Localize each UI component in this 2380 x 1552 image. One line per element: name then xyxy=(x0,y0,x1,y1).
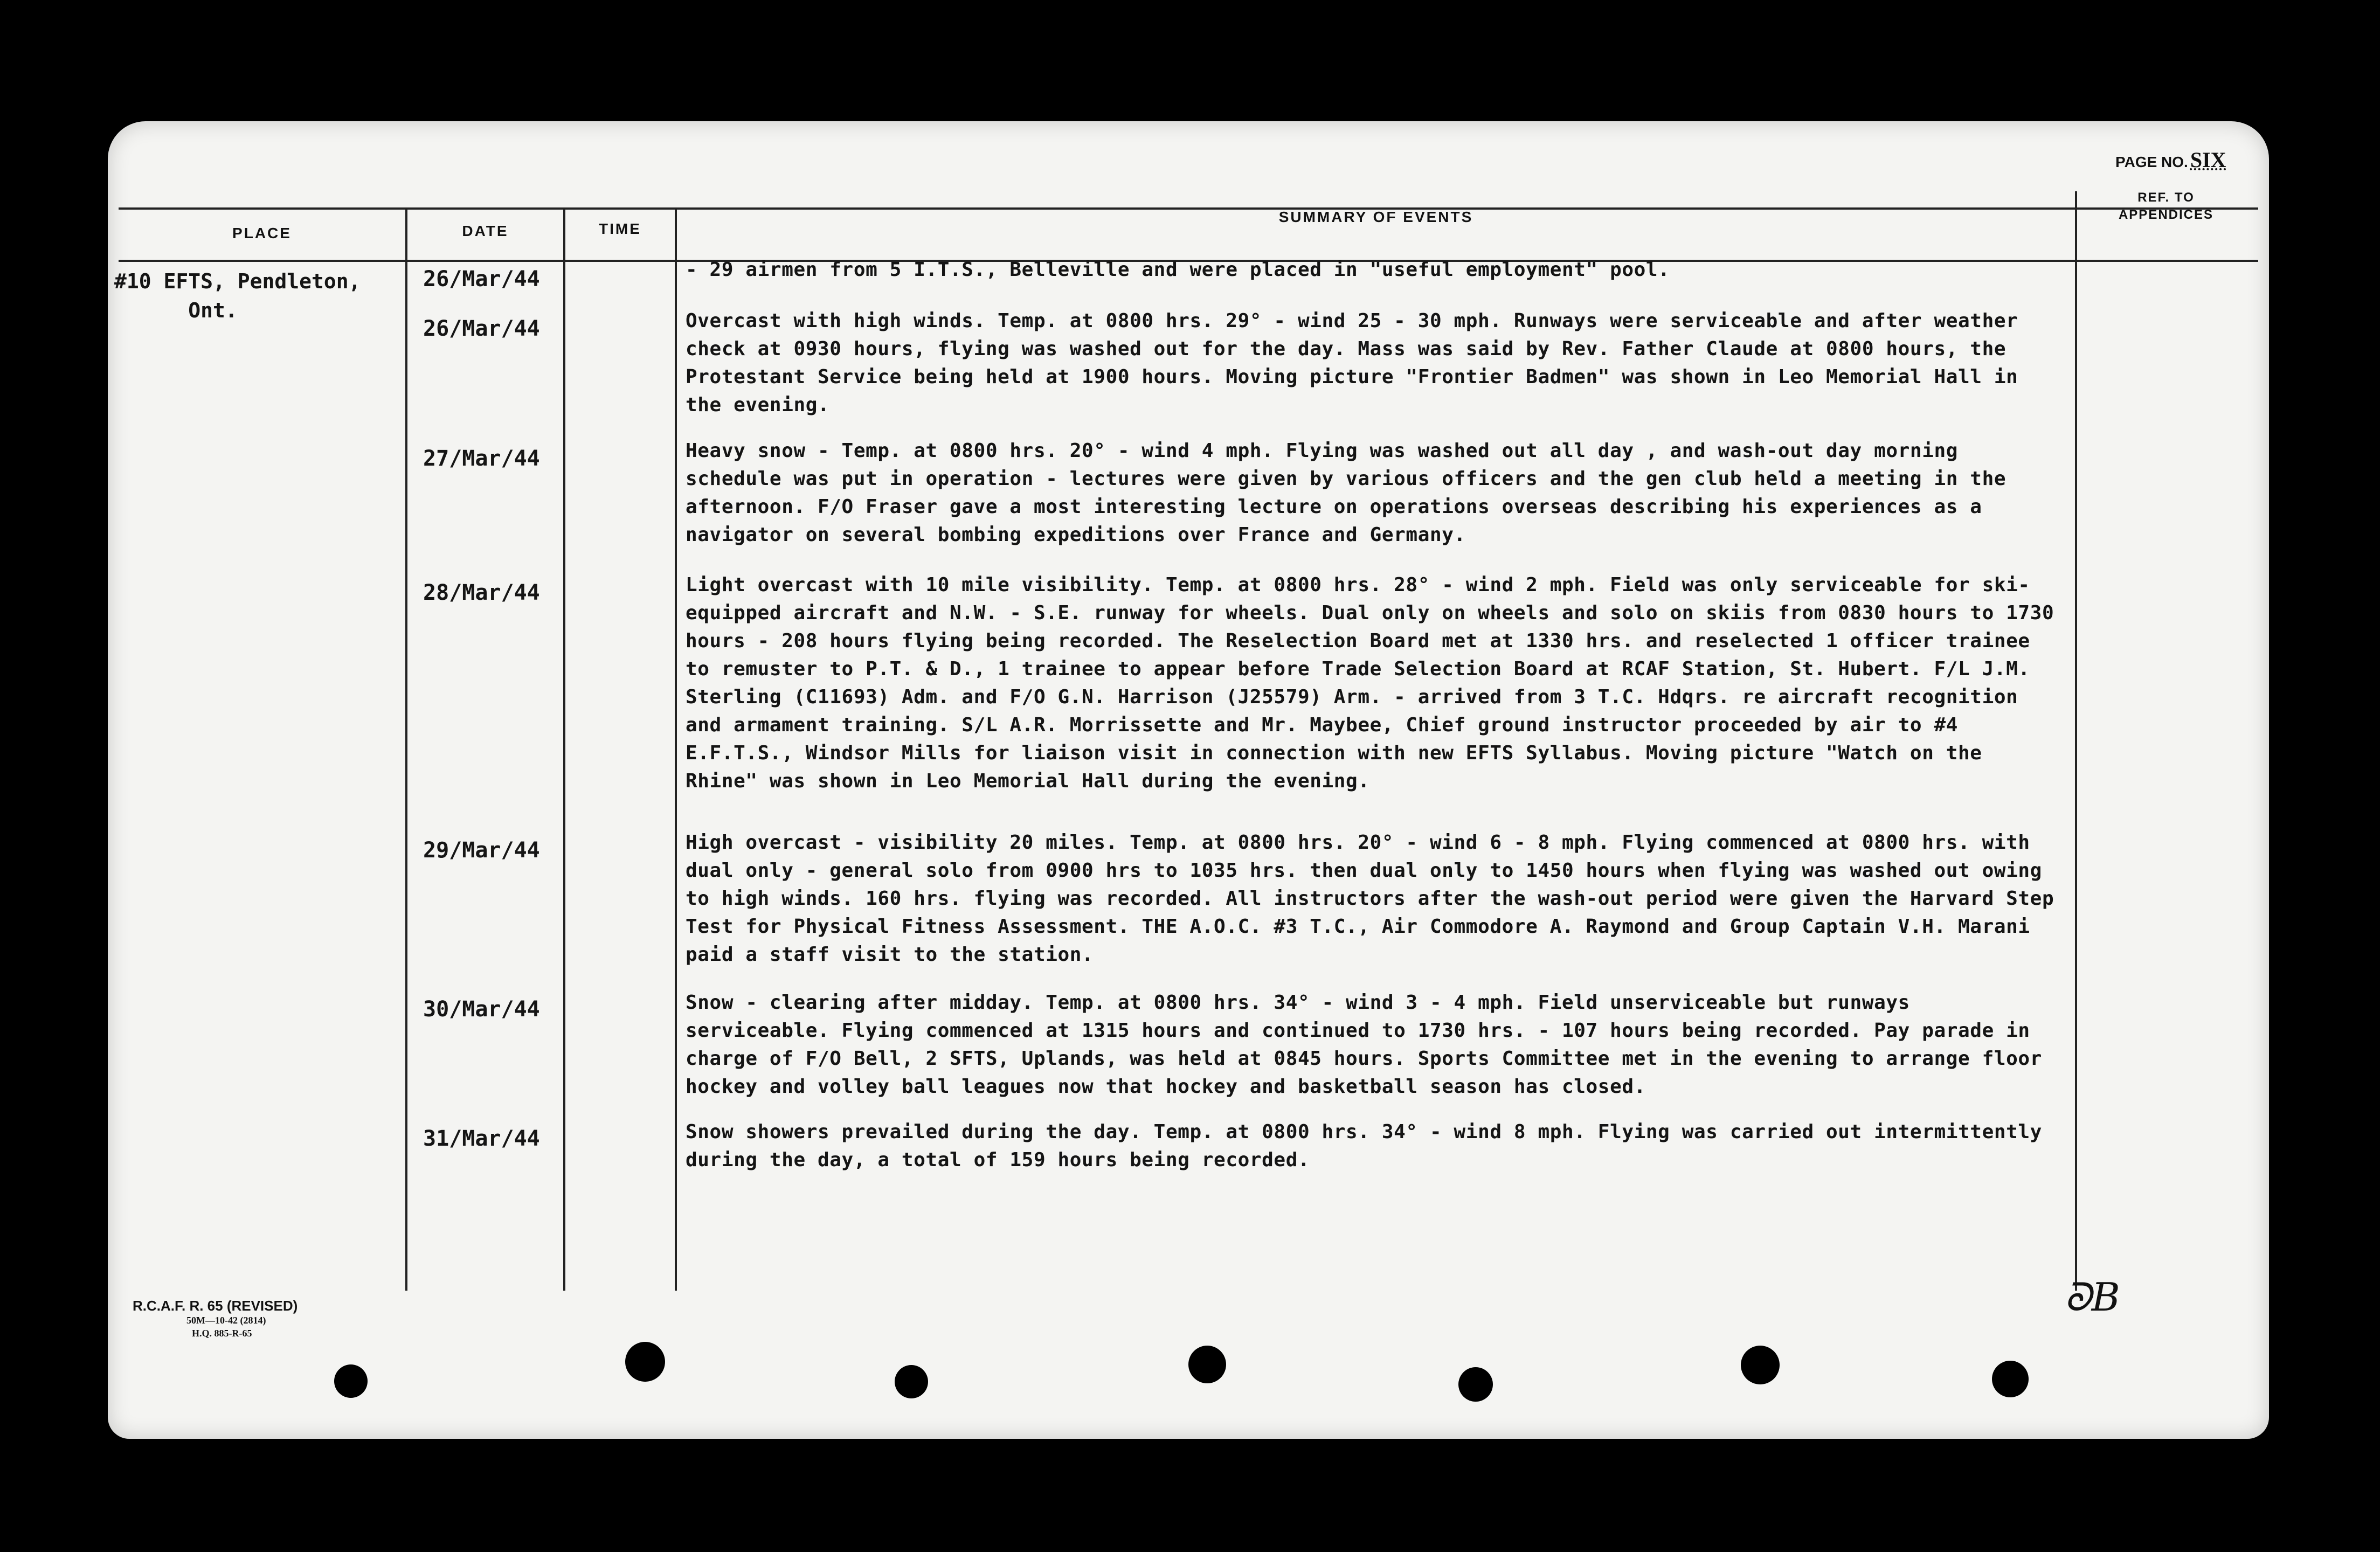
entry-text: - 29 airmen from 5 I.T.S., Belleville and were placed in "useful employment" pool. xyxy=(686,259,1670,281)
page-number-label: PAGE NO. xyxy=(2115,154,2188,170)
entry-date: 26/Mar/44 xyxy=(423,267,540,292)
punch-hole xyxy=(895,1365,928,1398)
punch-hole xyxy=(1992,1361,2029,1397)
punch-hole xyxy=(625,1342,665,1382)
punch-hole xyxy=(1458,1367,1493,1402)
header-time: TIME xyxy=(599,220,641,237)
entry-date: 27/Mar/44 xyxy=(423,446,540,471)
header-date: DATE xyxy=(462,223,509,239)
entry-date: 26/Mar/44 xyxy=(423,316,540,341)
time-summary-divider xyxy=(675,207,677,1291)
punch-hole xyxy=(334,1364,368,1398)
form-id-line2: 50M—10-42 (2814) xyxy=(186,1315,266,1326)
form-id-line3: H.Q. 885-R-65 xyxy=(192,1328,252,1339)
entry-text: Snow showers prevailed during the day. Temp. at 0800 hrs. 34° - wind 8 mph. Flying was carried out intermittently during the day, a total of 159 hours being recorded. xyxy=(686,1121,2042,1171)
page-number xyxy=(2115,147,2226,172)
place-text: #10 EFTS, Pendleton, Ont. xyxy=(114,269,361,322)
entry-text: Snow - clearing after midday. Temp. at 0800 hrs. 34° - wind 3 - 4 mph. Field unserviceable but runways serviceable. Flying commenced at 1315 hours and continued to 1730 hrs. - 107 hours being recorded. Pay parade in charge of F/O Bell, 2 SFTS, Uplands, was held at 0845 hours. Sports Committee met in the evening to arrange floor hockey and volley ball leagues now that hockey and basketball season has closed. xyxy=(686,992,2042,1098)
entry-date: 29/Mar/44 xyxy=(423,838,540,863)
entry-text: Light overcast with 10 mile visibility. Temp. at 0800 hrs. 28° - wind 2 mph. Field was only serviceable for ski-equipped aircraft and N.W. - S.E. runway for wheels. Dual only on wheels and solo on skiis from 0830 hours to 1730 hours - 208 hours flying being recorded. The Reselection Board met at 1330 hrs. and reselected 1 officer trainee to remuster to P.T. & D., 1 trainee to appear before Trade Selection Board at RCAF Station, St. Hubert. F/L J.M. Sterling (C11693) Adm. and F/O G.N. Harrison (J25579) Arm. - arrived from 3 T.C. Hdqrs. re aircraft recognition and armament training. S/L A.R. Morrissette and Mr. Maybee, Chief ground instructor proceeded by air to #4 E.F.T.S., Windsor Mills for liaison visit in connection with new EFTS Syllabus. Moving picture "Watch on the Rhine" was shown in Leo Memorial Hall during the evening. xyxy=(686,574,2054,792)
entry-date: 31/Mar/44 xyxy=(423,1126,540,1151)
header-ref-line2: APPENDICES xyxy=(2118,207,2214,222)
entry-text: Heavy snow - Temp. at 0800 hrs. 20° - wind 4 mph. Flying was washed out all day , and wash-out day morning schedule was put in operation - lectures were given by various officers and the gen club held a meeting in the afternoon. F/O Fraser gave a most interesting lecture on operations overseas describing his experiences as a navigator on several bombing expeditions over France and Germany. xyxy=(686,440,2007,546)
header-ref-line1: REF. TO xyxy=(2137,190,2195,205)
diary-page xyxy=(108,121,2269,1439)
handwritten-initials: ᘐB xyxy=(2064,1274,2120,1320)
entry-text: High overcast - visibility 20 miles. Temp. at 0800 hrs. 20° - wind 6 - 8 mph. Flying commenced at 0800 hrs. with dual only - general solo from 0900 hrs to 1035 hrs. then dual only to 1450 hours when flying was washed out owing to high winds. 160 hrs. flying was recorded. All instructors after the wash-out period were given the Harvard Step Test for Physical Fitness Assessment. THE A.O.C. #3 T.C., Air Commodore A. Raymond and Group Captain V.H. Marani paid a staff visit to the station. xyxy=(686,832,2054,966)
punch-hole xyxy=(1188,1346,1226,1383)
header-place: PLACE xyxy=(232,225,292,241)
place-date-divider xyxy=(405,207,407,1291)
entry-date: 28/Mar/44 xyxy=(423,580,540,605)
form-id-line1: R.C.A.F. R. 65 (REVISED) xyxy=(133,1298,298,1314)
summary-ref-divider xyxy=(2075,191,2077,1291)
header-summary: SUMMARY OF EVENTS xyxy=(1278,209,1473,225)
punch-hole xyxy=(1741,1346,1780,1384)
header-ref-appendices xyxy=(2077,189,2255,224)
entry-date: 30/Mar/44 xyxy=(423,997,540,1022)
form-identifier xyxy=(133,1298,298,1340)
page-number-value: SIX xyxy=(2190,148,2226,172)
entry-text: Overcast with high winds. Temp. at 0800 hrs. 29° - wind 25 - 30 mph. Runways were serviceable and after weather check at 0930 hours, flying was washed out for the day. Mass was said by Rev. Father Claude at 0800 hours, the Protestant Service being held at 1900 hours. Moving picture "Frontier Badmen" was shown in Leo Memorial Hall in the evening. xyxy=(686,310,2018,416)
